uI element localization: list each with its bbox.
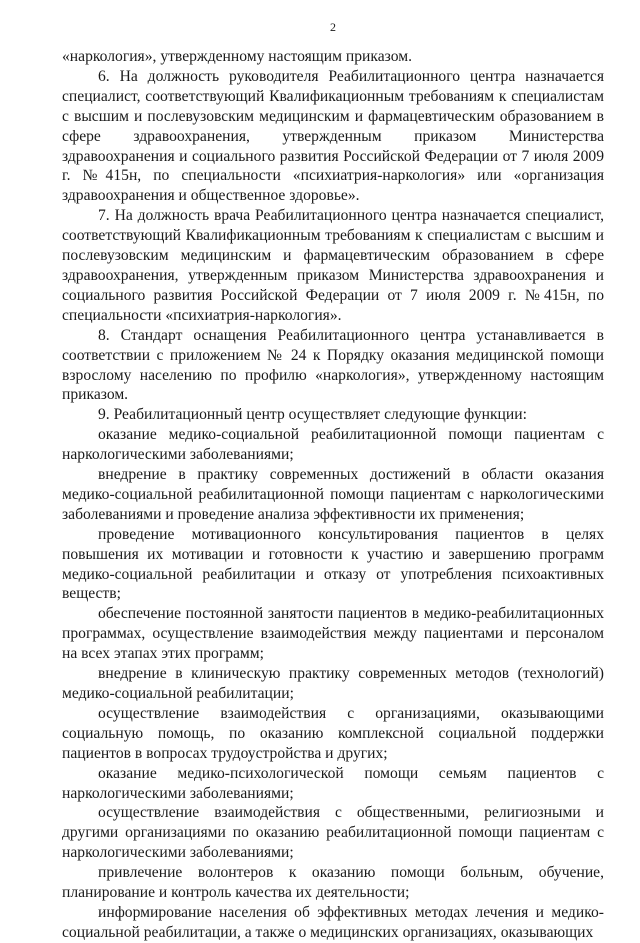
function-item: привлечение волонтеров к оказанию помощи больным, обучение, планирование и контроль качества их деятельности; — [62, 864, 604, 902]
function-item: проведение мотивационного консультирования пациентов в целях повышения их мотивации и готовности к участию и завершению программ медико-социальной реабилитации и отказу от употребления психоактивных веществ; — [62, 525, 604, 603]
document-body — [62, 47, 604, 943]
function-item: обеспечение постоянной занятости пациентов в медико-реабилитационных программах, осуществление взаимодействия между пациентами и персоналом на всех этапах этих программ; — [62, 605, 604, 663]
paragraph-8-equipment-standard: 8. Стандарт оснащения Реабилитационного центра устанавливается в соответствии с приложением № 24 к Порядку оказания медицинской помощи взрослому населению по профилю «наркология», утвержденному настоящим приказом. — [62, 326, 604, 404]
function-item: внедрение в клиническую практику современных методов (технологий) медико-социальной реабилитации; — [62, 665, 604, 702]
function-item: оказание медико-психологической помощи семьям пациентов с наркологическими заболеваниями; — [62, 764, 604, 802]
document-page — [62, 0, 604, 941]
function-item: осуществление взаимодействия с организациями, оказывающими социальную помощь, по оказанию комплексной социальной поддержки пациентов в вопросах трудоустройства и других; — [62, 704, 604, 762]
paragraph-9-functions-intro: 9. Реабилитационный центр осуществляет следующие функции: — [98, 406, 527, 424]
paragraph-6-head-appointment: 6. На должность руководителя Реабилитационного центра назначается специалист, соответствующий Квалификационным требованиям к специалистам с высшим и послевузовским медицинским и фармацевтическим образованием в сфере здравоохранения, утвержденным приказом Министерства здравоохранения и социального развития Российской Федерации от 7 июля 2009 г. №415н, по специальности «психиатрия-наркология» или «организация здравоохранения и общественное здоровье». — [62, 67, 604, 205]
function-item: информирование населения об эффективных методах лечения и медико-социальной реабилитации, а также о медицинских организациях, оказывающих — [62, 903, 604, 941]
function-item: осуществление взаимодействия с общественными, религиозными и другими организациями по оказанию реабилитационной помощи пациентам с наркологическими заболеваниями; — [62, 804, 604, 862]
function-item: оказание медико-социальной реабилитационной помощи пациентам с наркологическими заболеваниями; — [62, 426, 604, 464]
paragraph-7-doctor-appointment: 7. На должность врача Реабилитационного центра назначается специалист, соответствующий Квалификационным требованиям к специалистам с высшим и послевузовским медицинским и фармацевтическим образованием в сфере здравоохранения, утвержденным приказом Министерства здравоохранения и социального развития Российской Федерации от 7 июля 2009 г. №415н, по специальности «психиатрия-наркология». — [62, 207, 604, 324]
paragraph-continuation: «наркология», утвержденному настоящим приказом. — [62, 48, 412, 65]
function-item: внедрение в практику современных достижений в области оказания медико-социальной реабилитационной помощи пациентам с наркологическими заболеваниями и проведение анализа эффективности их применения; — [62, 466, 604, 523]
page-number: 2 — [330, 20, 336, 34]
